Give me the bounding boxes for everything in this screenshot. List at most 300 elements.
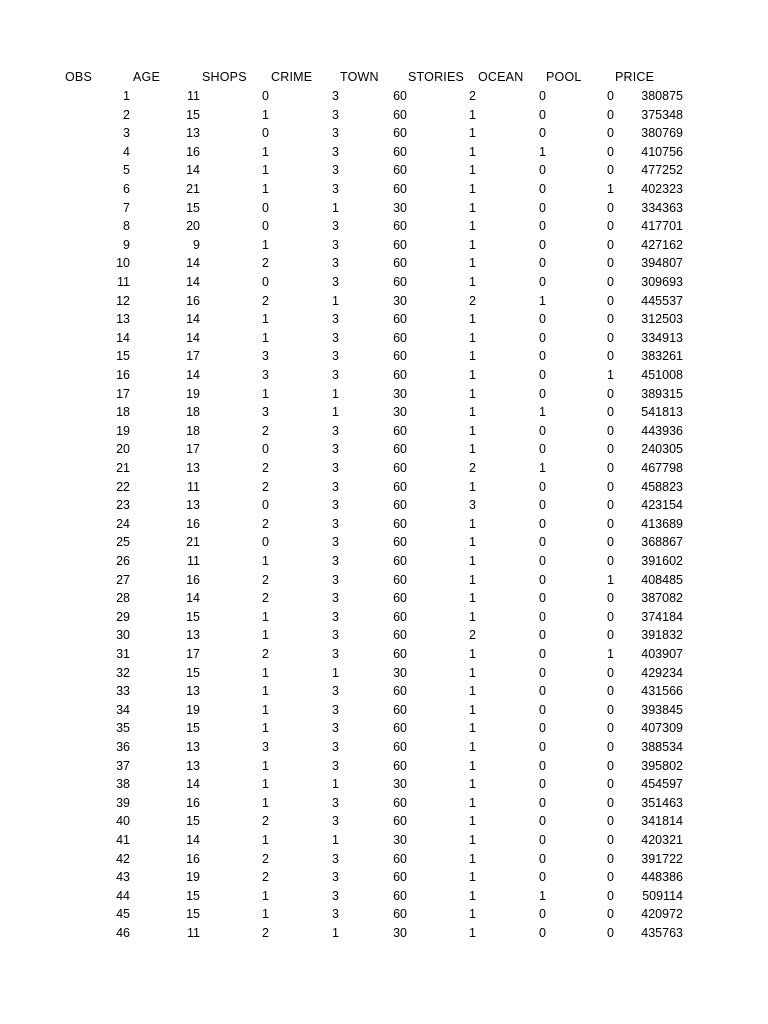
cell-stories: 2 <box>469 89 476 103</box>
cell-pool: 0 <box>607 479 614 494</box>
cell-shops: 1 <box>262 721 269 736</box>
cell-price: 541813 <box>641 405 683 420</box>
cell-ocean: 1 <box>539 405 546 420</box>
cell-shops: 2 <box>262 572 269 587</box>
cell-stories: 1 <box>469 144 476 159</box>
cell-ocean: 0 <box>539 665 546 680</box>
cell-pool: 0 <box>607 591 614 606</box>
cell-town: 60 <box>393 516 407 531</box>
cell-town: 60 <box>393 219 407 234</box>
cell-town: 60 <box>393 628 407 643</box>
cell-pool: 0 <box>607 237 614 252</box>
cell-price: 394807 <box>641 256 683 271</box>
cell-pool: 0 <box>607 516 614 531</box>
cell-obs: 23 <box>116 498 130 513</box>
cell-town: 60 <box>393 554 407 568</box>
cell-price: 417701 <box>641 219 683 234</box>
cell-stories: 1 <box>469 349 476 364</box>
cell-crime: 3 <box>332 312 339 327</box>
cell-price: 383261 <box>641 349 683 364</box>
cell-town: 60 <box>393 368 407 382</box>
cell-obs: 39 <box>116 795 130 810</box>
cell-obs: 36 <box>116 740 130 754</box>
cell-shops: 1 <box>262 237 269 252</box>
cell-age: 11 <box>187 554 200 568</box>
cell-stories: 1 <box>469 237 476 252</box>
cell-price: 509114 <box>642 888 683 903</box>
cell-price: 375348 <box>641 107 683 122</box>
cell-pool: 0 <box>607 740 614 754</box>
cell-shops: 1 <box>262 665 269 680</box>
cell-stories: 1 <box>469 405 476 420</box>
cell-ocean: 0 <box>539 870 546 885</box>
cell-obs: 20 <box>116 442 130 457</box>
cell-shops: 2 <box>262 591 269 606</box>
cell-stories: 1 <box>469 182 476 196</box>
cell-obs: 8 <box>123 219 130 234</box>
cell-ocean: 0 <box>539 386 546 401</box>
cell-obs: 7 <box>123 200 130 215</box>
cell-age: 13 <box>186 461 200 475</box>
cell-pool: 0 <box>607 814 614 829</box>
cell-obs: 22 <box>116 479 130 494</box>
cell-crime: 3 <box>332 851 339 866</box>
cell-price: 431566 <box>641 684 683 699</box>
cell-stories: 1 <box>469 107 476 122</box>
cell-ocean: 0 <box>539 89 546 103</box>
cell-shops: 0 <box>262 200 269 215</box>
cell-stories: 1 <box>469 888 476 903</box>
cell-price: 380875 <box>641 89 683 103</box>
cell-obs: 3 <box>123 126 130 141</box>
cell-pool: 0 <box>607 330 614 345</box>
cell-ocean: 0 <box>539 628 546 643</box>
cell-shops: 1 <box>262 554 269 568</box>
cell-age: 14 <box>186 777 200 792</box>
cell-pool: 0 <box>607 144 614 159</box>
cell-pool: 0 <box>607 535 614 550</box>
cell-shops: 1 <box>262 684 269 699</box>
cell-price: 393845 <box>641 702 683 717</box>
cell-town: 60 <box>393 237 407 252</box>
cell-stories: 1 <box>469 368 476 382</box>
cell-town: 60 <box>393 330 407 345</box>
cell-price: 391832 <box>641 628 683 643</box>
cell-ocean: 0 <box>539 777 546 792</box>
cell-price: 374184 <box>641 609 683 624</box>
cell-age: 16 <box>186 572 200 587</box>
cell-age: 21 <box>186 535 200 550</box>
cell-price: 380769 <box>641 126 683 141</box>
cell-obs: 12 <box>116 293 130 308</box>
cell-obs: 1 <box>123 89 130 103</box>
cell-pool: 0 <box>607 312 614 327</box>
column-header-obs: OBS <box>65 70 92 84</box>
cell-ocean: 0 <box>539 591 546 606</box>
cell-price: 391722 <box>641 851 683 866</box>
cell-ocean: 0 <box>539 423 546 438</box>
cell-shops: 1 <box>262 182 269 196</box>
cell-stories: 1 <box>469 554 476 568</box>
cell-crime: 1 <box>332 926 339 940</box>
cell-crime: 1 <box>332 777 339 792</box>
cell-price: 448386 <box>641 870 683 885</box>
cell-obs: 43 <box>116 870 130 885</box>
cell-age: 19 <box>186 702 200 717</box>
cell-stories: 1 <box>469 758 476 773</box>
cell-age: 13 <box>186 758 200 773</box>
cell-shops: 1 <box>262 312 269 327</box>
cell-shops: 1 <box>262 163 269 178</box>
cell-ocean: 0 <box>539 275 546 289</box>
cell-pool: 1 <box>607 647 614 661</box>
cell-ocean: 0 <box>539 740 546 754</box>
cell-crime: 3 <box>332 795 339 810</box>
cell-crime: 3 <box>332 647 339 661</box>
cell-ocean: 0 <box>539 926 546 940</box>
cell-price: 429234 <box>641 665 683 680</box>
cell-shops: 0 <box>262 442 269 457</box>
cell-town: 60 <box>393 256 407 271</box>
cell-pool: 0 <box>607 888 614 903</box>
cell-price: 435763 <box>641 926 683 940</box>
cell-crime: 3 <box>332 479 339 494</box>
cell-crime: 3 <box>332 89 339 103</box>
cell-pool: 0 <box>607 795 614 810</box>
cell-ocean: 0 <box>539 795 546 810</box>
cell-ocean: 0 <box>539 721 546 736</box>
cell-obs: 35 <box>116 721 130 736</box>
cell-price: 395802 <box>641 758 683 773</box>
cell-stories: 1 <box>469 665 476 680</box>
cell-pool: 0 <box>607 89 614 103</box>
cell-ocean: 0 <box>539 554 546 568</box>
cell-pool: 0 <box>607 851 614 866</box>
cell-town: 60 <box>393 609 407 624</box>
cell-pool: 0 <box>607 275 614 289</box>
cell-ocean: 0 <box>539 163 546 178</box>
cell-pool: 0 <box>607 702 614 717</box>
cell-shops: 1 <box>262 888 269 903</box>
cell-age: 14 <box>186 163 200 178</box>
cell-age: 15 <box>186 721 200 736</box>
cell-age: 18 <box>186 423 200 438</box>
cell-shops: 1 <box>262 702 269 717</box>
cell-stories: 1 <box>469 200 476 215</box>
cell-stories: 1 <box>469 684 476 699</box>
cell-crime: 1 <box>332 386 339 401</box>
cell-stories: 1 <box>469 219 476 234</box>
cell-town: 30 <box>393 293 407 308</box>
cell-stories: 1 <box>469 740 476 754</box>
cell-ocean: 0 <box>539 702 546 717</box>
cell-ocean: 0 <box>539 219 546 234</box>
cell-town: 30 <box>393 926 407 940</box>
cell-stories: 1 <box>469 423 476 438</box>
cell-shops: 1 <box>262 758 269 773</box>
cell-price: 451008 <box>641 368 683 382</box>
cell-age: 16 <box>186 851 200 866</box>
cell-ocean: 1 <box>539 461 546 475</box>
cell-town: 60 <box>393 795 407 810</box>
cell-obs: 28 <box>116 591 130 606</box>
cell-stories: 1 <box>469 926 476 940</box>
cell-stories: 1 <box>469 312 476 327</box>
cell-shops: 2 <box>262 926 269 940</box>
cell-stories: 2 <box>469 293 476 308</box>
column-header-town: TOWN <box>340 70 379 84</box>
cell-stories: 1 <box>469 256 476 271</box>
cell-crime: 1 <box>332 405 339 420</box>
cell-crime: 3 <box>332 144 339 159</box>
cell-pool: 0 <box>607 423 614 438</box>
cell-obs: 44 <box>116 888 130 903</box>
cell-price: 368867 <box>641 535 683 550</box>
cell-pool: 0 <box>607 498 614 513</box>
cell-age: 16 <box>186 795 200 810</box>
cell-age: 14 <box>186 368 200 382</box>
cell-pool: 0 <box>607 107 614 122</box>
cell-age: 13 <box>186 684 200 699</box>
cell-shops: 1 <box>262 144 269 159</box>
cell-town: 60 <box>393 591 407 606</box>
cell-stories: 1 <box>469 870 476 885</box>
cell-pool: 0 <box>607 461 614 475</box>
cell-price: 351463 <box>641 795 683 810</box>
cell-ocean: 0 <box>539 182 546 196</box>
cell-crime: 3 <box>332 219 339 234</box>
cell-obs: 11 <box>117 275 130 289</box>
column-header-pool: POOL <box>546 70 582 84</box>
cell-stories: 1 <box>469 330 476 345</box>
cell-town: 30 <box>393 200 407 215</box>
cell-age: 11 <box>187 479 200 494</box>
cell-price: 477252 <box>641 163 683 178</box>
cell-shops: 2 <box>262 647 269 661</box>
cell-price: 408485 <box>641 572 683 587</box>
cell-price: 309693 <box>641 275 683 289</box>
cell-crime: 3 <box>332 349 339 364</box>
cell-price: 420972 <box>641 907 683 922</box>
cell-age: 9 <box>193 237 200 252</box>
cell-obs: 27 <box>116 572 130 587</box>
cell-crime: 1 <box>332 293 339 308</box>
cell-pool: 0 <box>607 219 614 234</box>
cell-ocean: 1 <box>539 144 546 159</box>
cell-stories: 1 <box>469 591 476 606</box>
cell-town: 60 <box>393 349 407 364</box>
cell-obs: 41 <box>116 833 130 847</box>
cell-town: 30 <box>393 777 407 792</box>
cell-ocean: 0 <box>539 368 546 382</box>
cell-shops: 2 <box>262 423 269 438</box>
cell-shops: 0 <box>262 89 269 103</box>
cell-shops: 2 <box>262 814 269 829</box>
cell-price: 445537 <box>641 293 683 308</box>
cell-pool: 0 <box>607 609 614 624</box>
cell-pool: 0 <box>607 349 614 364</box>
cell-age: 13 <box>186 740 200 754</box>
cell-pool: 0 <box>607 442 614 457</box>
cell-town: 60 <box>393 89 407 103</box>
cell-ocean: 0 <box>539 535 546 550</box>
cell-crime: 3 <box>332 628 339 643</box>
cell-ocean: 0 <box>539 256 546 271</box>
cell-shops: 3 <box>262 349 269 364</box>
cell-obs: 46 <box>116 926 130 940</box>
cell-pool: 0 <box>607 628 614 643</box>
cell-price: 391602 <box>641 554 683 568</box>
cell-age: 14 <box>186 833 200 847</box>
cell-ocean: 0 <box>539 647 546 661</box>
cell-age: 15 <box>186 814 200 829</box>
cell-ocean: 0 <box>539 349 546 364</box>
cell-crime: 3 <box>332 126 339 141</box>
cell-age: 15 <box>186 888 200 903</box>
cell-obs: 31 <box>116 647 130 661</box>
cell-shops: 0 <box>262 219 269 234</box>
cell-price: 407309 <box>641 721 683 736</box>
cell-pool: 0 <box>607 684 614 699</box>
cell-town: 30 <box>393 386 407 401</box>
cell-ocean: 0 <box>539 572 546 587</box>
cell-ocean: 1 <box>539 888 546 903</box>
cell-pool: 0 <box>607 293 614 308</box>
cell-town: 60 <box>393 535 407 550</box>
cell-age: 19 <box>186 870 200 885</box>
cell-pool: 0 <box>607 777 614 792</box>
cell-crime: 3 <box>332 107 339 122</box>
cell-pool: 0 <box>607 833 614 847</box>
cell-obs: 9 <box>123 237 130 252</box>
cell-shops: 2 <box>262 479 269 494</box>
cell-crime: 3 <box>332 275 339 289</box>
cell-age: 14 <box>186 330 200 345</box>
cell-shops: 1 <box>262 609 269 624</box>
cell-crime: 3 <box>332 163 339 178</box>
cell-obs: 40 <box>116 814 130 829</box>
cell-obs: 4 <box>123 144 130 159</box>
column-header-age: AGE <box>133 70 160 84</box>
cell-crime: 3 <box>332 609 339 624</box>
cell-price: 458823 <box>641 479 683 494</box>
cell-pool: 0 <box>607 907 614 922</box>
cell-age: 19 <box>186 386 200 401</box>
cell-obs: 18 <box>116 405 130 420</box>
cell-shops: 1 <box>262 907 269 922</box>
cell-shops: 2 <box>262 256 269 271</box>
cell-price: 410756 <box>641 144 683 159</box>
cell-town: 60 <box>393 684 407 699</box>
cell-shops: 3 <box>262 740 269 754</box>
cell-age: 15 <box>186 665 200 680</box>
cell-age: 16 <box>186 516 200 531</box>
cell-obs: 21 <box>116 461 130 475</box>
cell-town: 60 <box>393 498 407 513</box>
cell-crime: 3 <box>332 721 339 736</box>
cell-pool: 0 <box>607 926 614 940</box>
cell-price: 334363 <box>641 200 683 215</box>
cell-age: 15 <box>186 200 200 215</box>
cell-age: 16 <box>186 144 200 159</box>
cell-age: 21 <box>186 182 200 196</box>
cell-town: 30 <box>393 833 407 847</box>
cell-ocean: 0 <box>539 516 546 531</box>
cell-pool: 0 <box>607 200 614 215</box>
cell-price: 240305 <box>641 442 683 457</box>
cell-shops: 2 <box>262 293 269 308</box>
cell-stories: 1 <box>469 814 476 829</box>
cell-shops: 2 <box>262 851 269 866</box>
cell-crime: 3 <box>332 368 339 382</box>
cell-obs: 6 <box>123 182 130 196</box>
cell-ocean: 0 <box>539 312 546 327</box>
cell-crime: 3 <box>332 461 339 475</box>
cell-ocean: 0 <box>539 442 546 457</box>
cell-town: 60 <box>393 107 407 122</box>
cell-shops: 1 <box>262 777 269 792</box>
cell-obs: 16 <box>116 368 130 382</box>
cell-town: 60 <box>393 814 407 829</box>
cell-town: 60 <box>393 888 407 903</box>
column-header-price: PRICE <box>615 70 655 84</box>
cell-shops: 1 <box>262 107 269 122</box>
cell-obs: 24 <box>116 516 130 531</box>
cell-obs: 33 <box>116 684 130 699</box>
cell-shops: 1 <box>262 330 269 345</box>
cell-stories: 1 <box>469 516 476 531</box>
cell-price: 402323 <box>641 182 683 196</box>
cell-stories: 1 <box>469 479 476 494</box>
cell-obs: 25 <box>116 535 130 550</box>
cell-age: 17 <box>186 442 200 457</box>
cell-pool: 0 <box>607 870 614 885</box>
cell-stories: 1 <box>469 721 476 736</box>
cell-crime: 3 <box>332 330 339 345</box>
cell-stories: 1 <box>469 907 476 922</box>
cell-crime: 3 <box>332 442 339 457</box>
cell-stories: 1 <box>469 833 476 847</box>
cell-age: 15 <box>186 907 200 922</box>
cell-pool: 0 <box>607 758 614 773</box>
cell-shops: 1 <box>262 386 269 401</box>
cell-price: 443936 <box>641 423 683 438</box>
cell-ocean: 0 <box>539 200 546 215</box>
cell-ocean: 0 <box>539 126 546 141</box>
cell-pool: 0 <box>607 405 614 420</box>
cell-pool: 0 <box>607 554 614 568</box>
cell-ocean: 0 <box>539 330 546 345</box>
cell-stories: 1 <box>469 572 476 587</box>
cell-shops: 1 <box>262 833 269 847</box>
cell-stories: 1 <box>469 795 476 810</box>
cell-ocean: 0 <box>539 907 546 922</box>
cell-stories: 1 <box>469 442 476 457</box>
cell-stories: 1 <box>469 851 476 866</box>
cell-town: 60 <box>393 182 407 196</box>
cell-age: 17 <box>186 647 200 661</box>
cell-crime: 3 <box>332 182 339 196</box>
cell-price: 420321 <box>641 833 683 847</box>
cell-town: 30 <box>393 405 407 420</box>
cell-stories: 1 <box>469 126 476 141</box>
cell-price: 334913 <box>641 330 683 345</box>
cell-age: 14 <box>186 591 200 606</box>
cell-price: 341814 <box>641 814 683 829</box>
cell-stories: 1 <box>469 609 476 624</box>
cell-obs: 29 <box>116 609 130 624</box>
cell-stories: 1 <box>469 386 476 401</box>
